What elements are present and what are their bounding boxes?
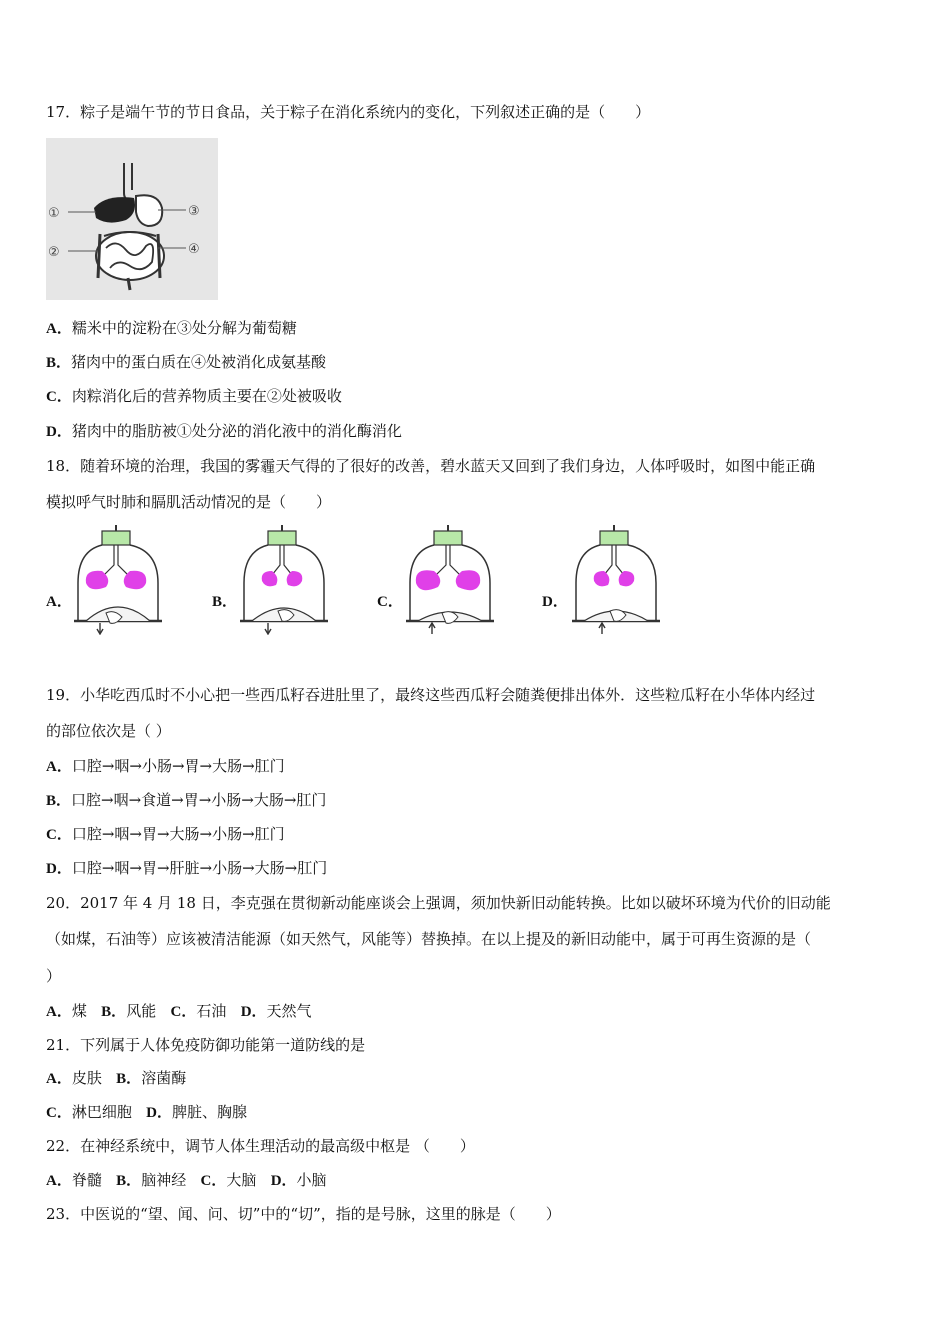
q18-option-c-label[interactable]: C． (377, 594, 403, 610)
q21-stem: 21．下列属于人体免疫防御功能第一道防线的是 (46, 1036, 366, 1054)
q22-option-c[interactable]: C．大脑 (200, 1171, 257, 1189)
q21-options-line2 (46, 1102, 247, 1123)
bell-jar-model-a[interactable] (72, 525, 164, 635)
q18-option-b-label[interactable]: B． (212, 594, 238, 610)
q22-option-b[interactable]: B．脑神经 (116, 1171, 187, 1189)
q19-stem-line2: 的部位依次是（ ） (46, 722, 171, 740)
q18-option-a-label[interactable]: A． (46, 594, 72, 610)
q18-stem-line1: 18．随着环境的治理，我国的雾霾天气得的了很好的改善，碧水蓝天又回到了我们身边，人体呼吸时，如图中能正确 (46, 457, 816, 475)
q20-stem-line1: 20．2017 年 4 月 18 日，李克强在贯彻新动能座谈会上强调，须加快新旧动能转换。比如以破坏环境为代价的旧动能 (46, 894, 831, 912)
q20-option-d[interactable]: D．天然气 (240, 1002, 312, 1020)
digestive-system-figure (46, 138, 218, 300)
q17-option-b[interactable]: B．猪肉中的蛋白质在④处被消化成氨基酸 (46, 353, 327, 371)
q17-option-d[interactable]: D．猪肉中的脂肪被①处分泌的消化液中的消化酶消化 (46, 422, 402, 440)
figure-label-3: ③ (188, 204, 200, 219)
q18-stem-line2: 模拟呼气时肺和膈肌活动情况的是（ ） (46, 493, 332, 511)
q21-options-line1 (46, 1068, 186, 1089)
q19-stem-line1: 19．小华吃西瓜时不小心把一些西瓜籽吞进肚里了，最终这些西瓜籽会随粪便排出体外．这些粒瓜籽在小华体内经过 (46, 686, 816, 704)
q17-option-c[interactable]: C．肉粽消化后的营养物质主要在②处被吸收 (46, 387, 342, 405)
q19-option-a[interactable]: A．口腔→咽→小肠→胃→大肠→肛门 (46, 757, 285, 775)
figure-label-2: ② (48, 245, 60, 260)
q20-option-a[interactable]: A．煤 (46, 1002, 87, 1020)
q20-option-b[interactable]: B．风能 (101, 1002, 157, 1020)
q22-option-d[interactable]: D．小脑 (270, 1171, 327, 1189)
q23-stem: 23．中医说的“望、闻、问、切”中的“切”，指的是号脉，这里的脉是（ ） (46, 1205, 561, 1223)
bell-jar-model-b[interactable] (238, 525, 330, 635)
figure-label-1: ① (48, 206, 60, 221)
q22-option-a[interactable]: A．脊髓 (46, 1171, 102, 1189)
q20-stem-line3: ） (46, 967, 62, 985)
q17-stem: 17．粽子是端午节的节日食品，关于粽子在消化系统内的变化，下列叙述正确的是（ ） (46, 103, 651, 121)
q18-option-d-label[interactable]: D． (542, 594, 568, 610)
q21-option-a[interactable]: A．皮肤 (46, 1069, 102, 1087)
q21-option-d[interactable]: D．脾脏、胸腺 (146, 1103, 248, 1121)
q20-options (46, 1001, 312, 1022)
q20-option-c[interactable]: C．石油 (170, 1002, 227, 1020)
q20-stem-line2: （如煤，石油等）应该被清洁能源（如天然气，风能等）替换掉。在以上提及的新旧动能中，属于可再生资源的是（ (46, 930, 812, 948)
q19-option-d[interactable]: D．口腔→咽→胃→肝脏→小肠→大肠→肛门 (46, 859, 328, 877)
q17-option-a[interactable]: A．糯米中的淀粉在③处分解为葡萄糖 (46, 319, 297, 337)
bell-jar-model-c[interactable] (404, 525, 496, 635)
q21-option-c[interactable]: C．淋巴细胞 (46, 1103, 132, 1121)
q19-option-b[interactable]: B．口腔→咽→食道→胃→小肠→大肠→肛门 (46, 791, 327, 809)
figure-label-4: ④ (188, 242, 200, 257)
q19-option-c[interactable]: C．口腔→咽→胃→大肠→小肠→肛门 (46, 825, 285, 843)
q21-option-b[interactable]: B．溶菌酶 (116, 1069, 187, 1087)
bell-jar-model-d[interactable] (570, 525, 662, 635)
q22-options (46, 1170, 327, 1191)
q22-stem: 22．在神经系统中，调节人体生理活动的最高级中枢是 （ ） (46, 1137, 475, 1155)
